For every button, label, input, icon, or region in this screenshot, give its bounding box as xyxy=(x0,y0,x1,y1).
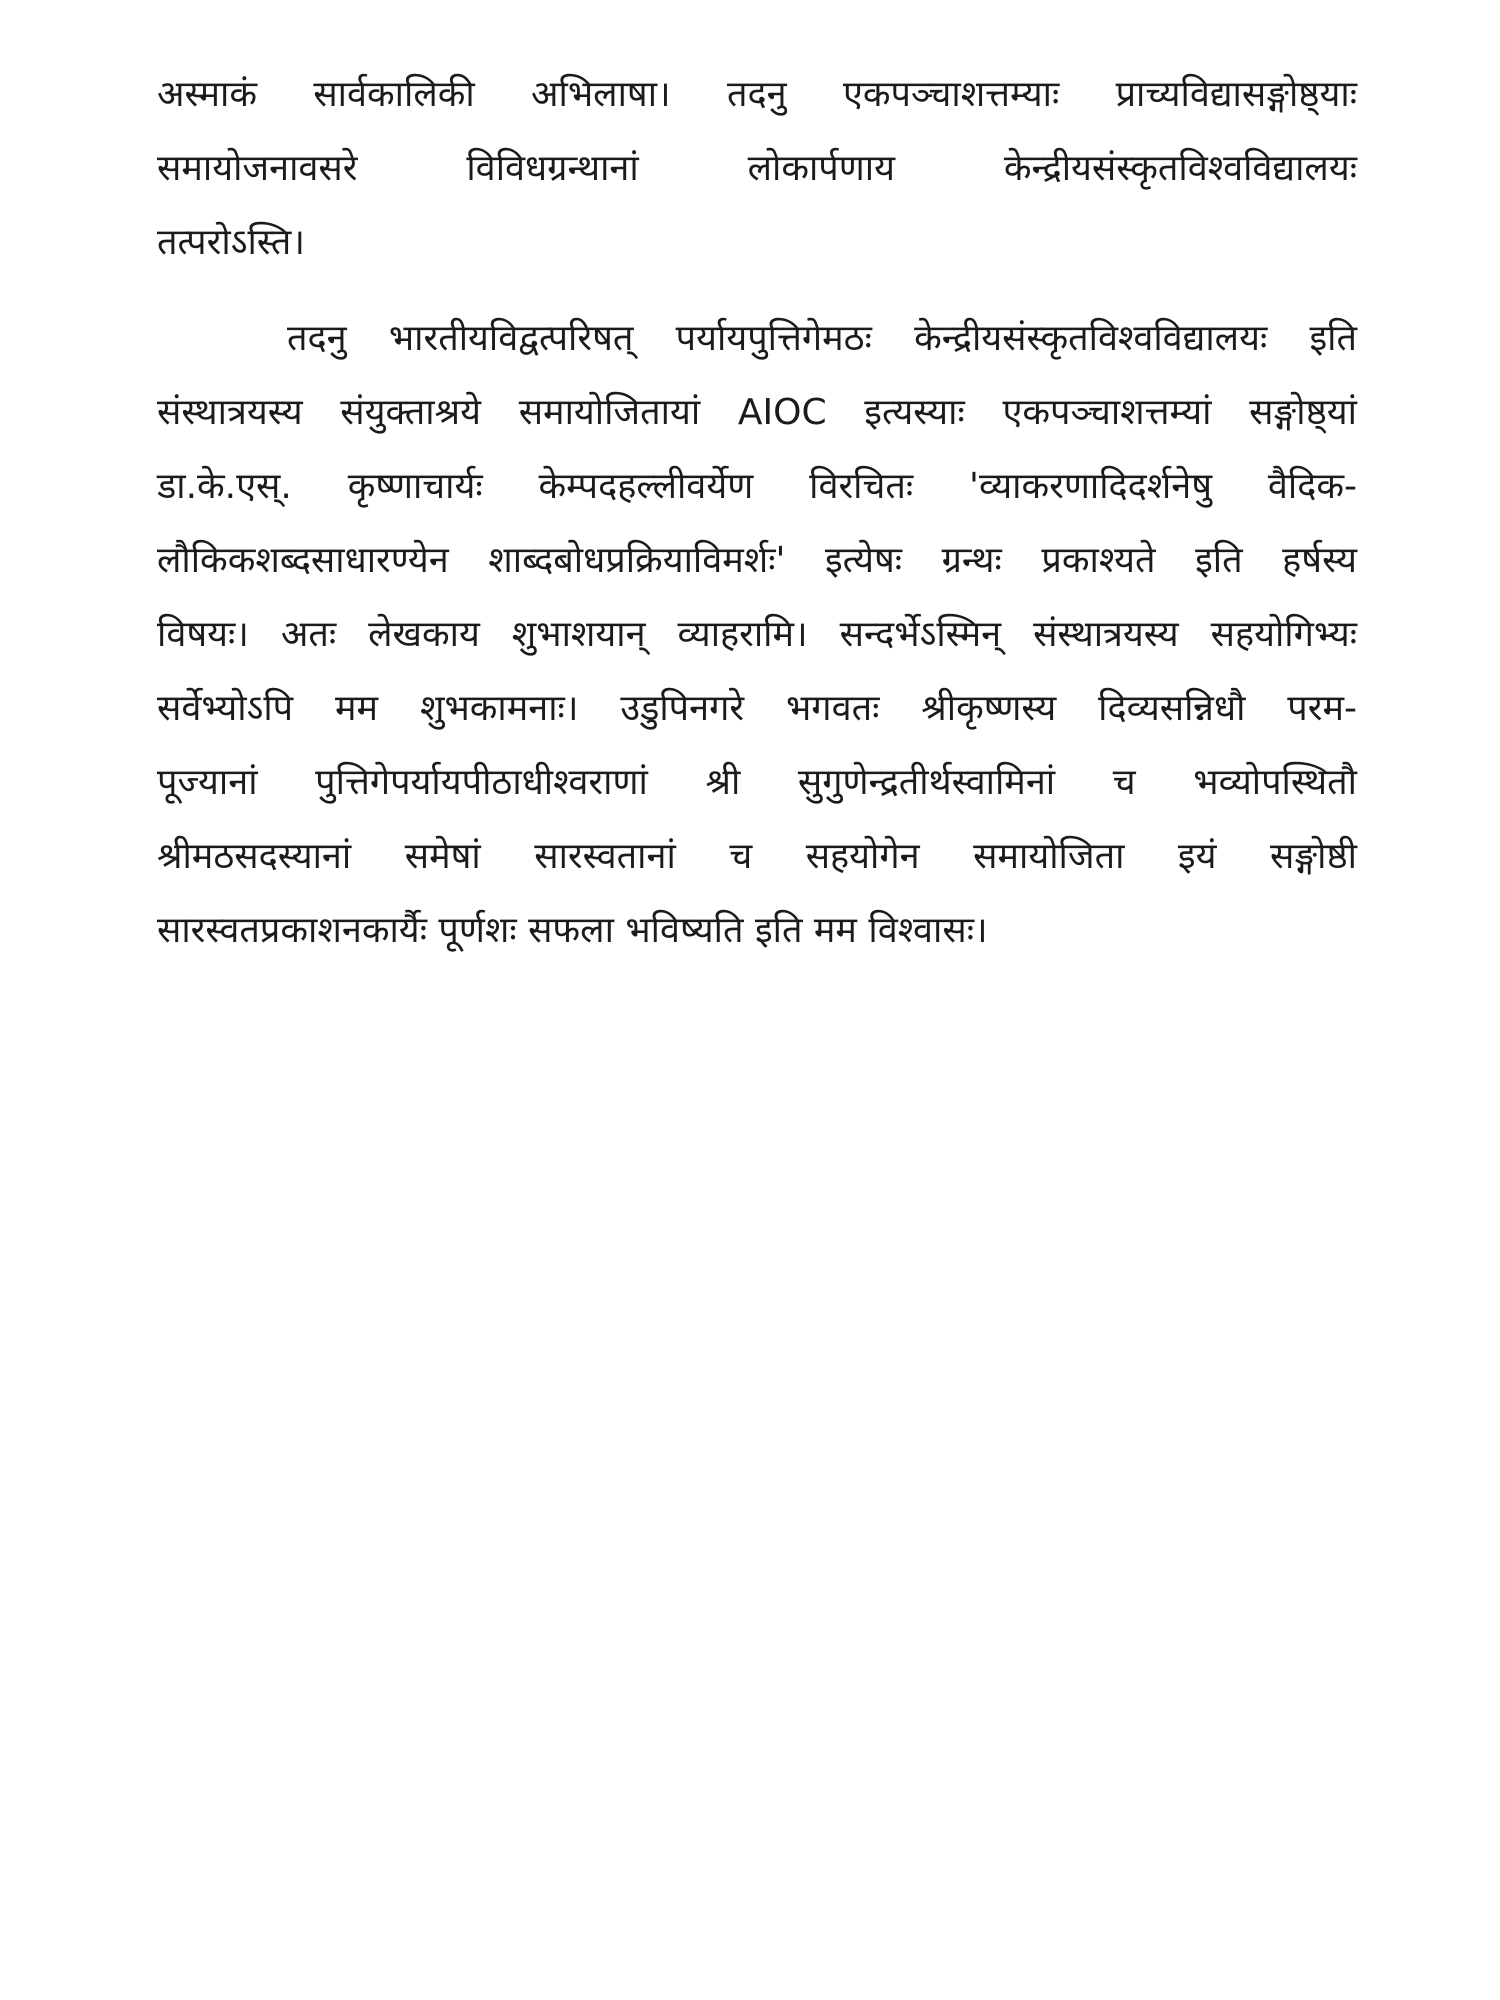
paragraph-1-line-2: समायोजनावसरे विविधग्रन्थानां लोकार्पणाय केन्द्रीयसंस्कृतविश्वविद्यालयः xyxy=(157,148,1357,189)
paragraph-2-line-2: संस्थात्रयस्य संयुक्ताश्रये समायोजितायां AIOC इत्यस्याः एकपञ्चाशत्तम्यां सङ्गोष्ठ्यां xyxy=(157,392,1357,433)
paragraph-2-line-9: सारस्वतप्रकाशनकार्यैः पूर्णशः सफला भविष्यति इति मम विश्वासः। xyxy=(157,910,988,951)
paragraph-2-line-4: लौकिकशब्दसाधारण्येन शाब्दबोधप्रक्रियाविमर्शः' इत्येषः ग्रन्थः प्रकाश्यते इति हर्षस्य xyxy=(157,540,1357,581)
paragraph-2-line-8: श्रीमठसदस्यानां समेषां सारस्वतानां च सहयोगेन समायोजिता इयं सङ्गोष्ठी xyxy=(157,836,1357,877)
paragraph-2-line-1: तदनु भारतीयविद्वत्परिषत् पर्यायपुत्तिगेमठः केन्द्रीयसंस्कृतविश्वविद्यालयः इति xyxy=(287,318,1357,359)
paragraph-2-line-3: डा.के.एस्. कृष्णाचार्यः केम्पदहल्लीवर्येण विरचितः 'व्याकरणादिदर्शनेषु वैदिक- xyxy=(157,466,1357,507)
paragraph-2-line-5: विषयः। अतः लेखकाय शुभाशयान् व्याहरामि। सन्दर्भेऽस्मिन् संस्थात्रयस्य सहयोगिभ्यः xyxy=(157,614,1357,655)
paragraph-1-line-3: तत्परोऽस्ति। xyxy=(157,222,305,263)
paragraph-2-line-6: सर्वेभ्योऽपि मम शुभकामनाः। उडुपिनगरे भगवतः श्रीकृष्णस्य दिव्यसन्निधौ परम- xyxy=(157,688,1357,729)
paragraph-2 xyxy=(157,302,1357,968)
paragraph-1-line-1: अस्माकं सार्वकालिकी अभिलाषा। तदनु एकपञ्चाशत्तम्याः प्राच्यविद्यासङ्गोष्ठ्याः xyxy=(157,74,1357,115)
paragraph-1 xyxy=(157,58,1357,280)
paragraph-2-line-7: पूज्यानां पुत्तिगेपर्यायपीठाधीश्वराणां श्री सुगुणेन्द्रतीर्थस्वामिनां च भव्योपस्थितौ xyxy=(157,762,1357,803)
